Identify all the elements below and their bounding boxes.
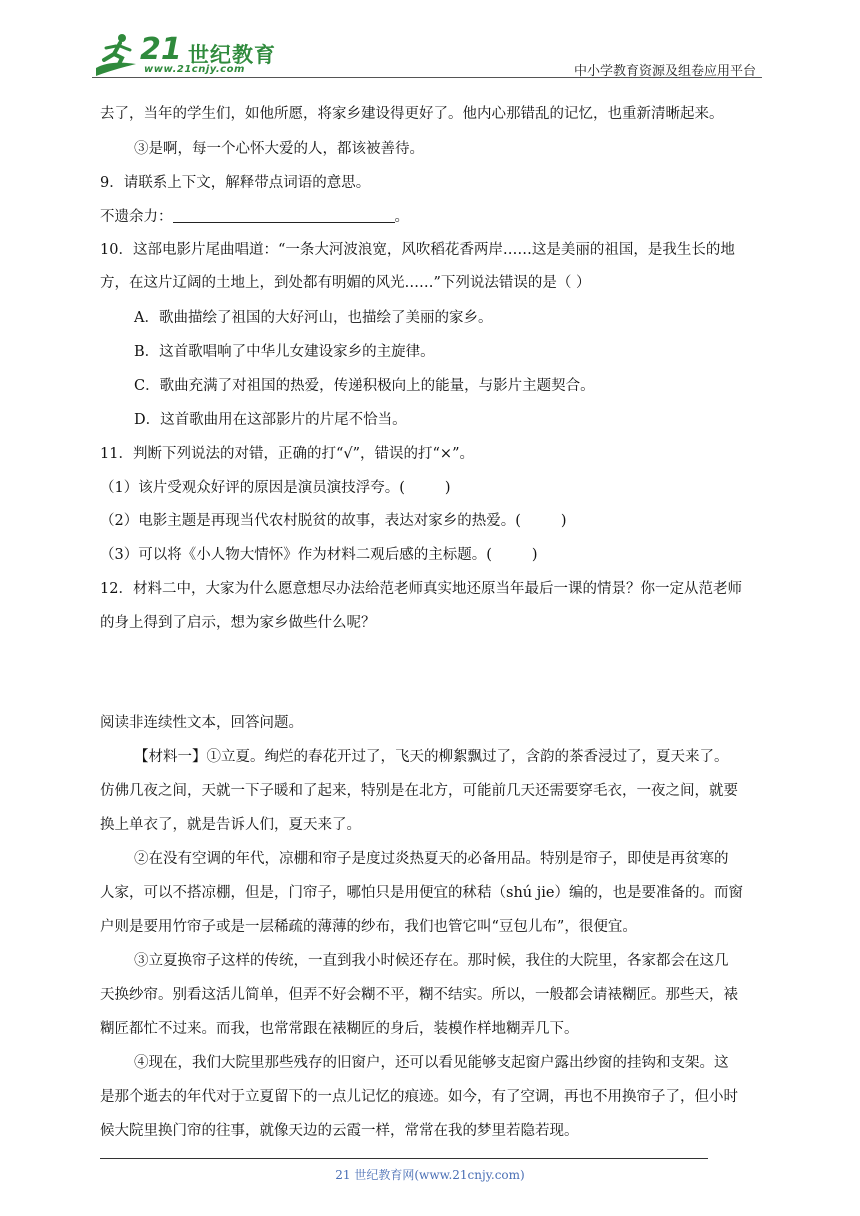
text-line: 是那个逝去的年代对于立夏留下的一点儿记忆的痕迹。如今，有了空调，再也不用换帘子了，但小时	[100, 1089, 738, 1105]
option-b: B．这首歌唱响了中华儿女建设家乡的主旋律。	[134, 344, 435, 360]
logo-url: www.21cnjy.com	[144, 64, 245, 75]
header-divider	[92, 77, 762, 78]
question-9: 9．请联系上下文，解释带点词语的意思。	[100, 175, 371, 191]
question-11: 11．判断下列说法的对错，正确的打“√”，错误的打“×”。	[100, 446, 474, 462]
option-a: A．歌曲描绘了祖国的大好河山，也描绘了美丽的家乡。	[134, 310, 493, 326]
text-line: 候大院里换门帘的往事，就像天边的云霞一样，常常在我的梦里若隐若现。	[100, 1123, 579, 1139]
logo	[92, 30, 292, 80]
text-line: ③是啊，每一个心怀大爱的人，都该被善待。	[134, 141, 424, 157]
text-line: 去了，当年的学生们，如他所愿，将家乡建设得更好了。他内心那错乱的记忆，也重新清晰起来。	[100, 106, 724, 122]
text-line: 天换纱帘。别看这活儿简单，但弄不好会糊不平，糊不结实。所以，一般都会请裱糊匠。那些天，裱	[100, 987, 738, 1003]
term-label: 不遗余力：	[100, 209, 173, 225]
text-line: 方，在这片辽阔的土地上，到处都有明媚的风光……”下列说法错误的是（ ）	[100, 275, 591, 291]
footer-link[interactable]: 21 世纪教育网(www.21cnjy.com)	[335, 1168, 525, 1182]
text-line: ③立夏换帘子这样的传统，一直到我小时候还存在。那时候，我住的大院里，各家都会在这几	[134, 953, 729, 969]
text-line: 【材料一】①立夏。绚烂的春花开过了，飞天的柳絮飘过了，含韵的茶香浸过了，夏天来了。	[134, 749, 729, 765]
text-line: 户则是要用竹帘子或是一层稀疏的薄薄的纱布，我们也管它叫“豆包儿布”，很便宜。	[100, 919, 637, 935]
text-line: ②在没有空调的年代，凉棚和帘子是度过炎热夏天的必备用品。特别是帘子，即使是再贫寒的	[134, 851, 729, 867]
question-9-answer: 不遗余力： 。	[100, 209, 409, 225]
question-12: 12．材料二中，大家为什么愿意想尽办法给范老师真实地还原当年最后一课的情景？你一定从范老师	[100, 581, 742, 597]
question-10: 10．这部电影片尾曲唱道：“一条大河波浪宽，风吹稻花香两岸……这是美丽的祖国，是我生长的地	[100, 242, 735, 258]
text-line: ④现在，我们大院里那些残存的旧窗户，还可以看见能够支起窗户露出纱窗的挂钩和支架。这	[134, 1055, 729, 1071]
text-line: 换上单衣了，就是告诉人们，夏天来了。	[100, 817, 361, 833]
runner-logo-icon	[92, 30, 142, 78]
text-line: 的身上得到了启示，想为家乡做些什么呢？	[100, 615, 376, 631]
option-c: C．歌曲充满了对祖国的热爱，传递积极向上的能量，与影片主题契合。	[134, 378, 595, 394]
footer-divider	[100, 1158, 708, 1159]
page-header	[92, 30, 762, 80]
section-instruction: 阅读非连续性文本，回答问题。	[100, 715, 303, 731]
answer-blank[interactable]	[173, 208, 395, 223]
text-line: 仿佛几夜之间，天就一下子暖和了起来，特别是在北方，可能前几天还需要穿毛衣，一夜之间，就要	[100, 783, 738, 799]
text-line: 人家，可以不搭凉棚，但是，门帘子，哪怕只是用便宜的秫秸（shú jie）编的，也是要准备的。而窗	[100, 885, 743, 901]
logo-text: 世纪教育	[188, 43, 276, 67]
statement-1: （1）该片受观众好评的原因是演员演技浮夸。( )	[100, 480, 451, 496]
text-line: 糊匠都忙不过来。而我，也常常跟在裱糊匠的身后，装模作样地糊弄几下。	[100, 1021, 579, 1037]
statement-2: （2）电影主题是再现当代农村脱贫的故事，表达对家乡的热爱。( )	[100, 513, 567, 529]
option-d: D．这首歌曲用在这部影片的片尾不恰当。	[134, 412, 407, 428]
logo-number: 21	[140, 32, 182, 67]
platform-name: 中小学教育资源及组卷应用平台	[573, 64, 756, 79]
statement-3: （3）可以将《小人物大情怀》作为材料二观后感的主标题。( )	[100, 547, 538, 563]
